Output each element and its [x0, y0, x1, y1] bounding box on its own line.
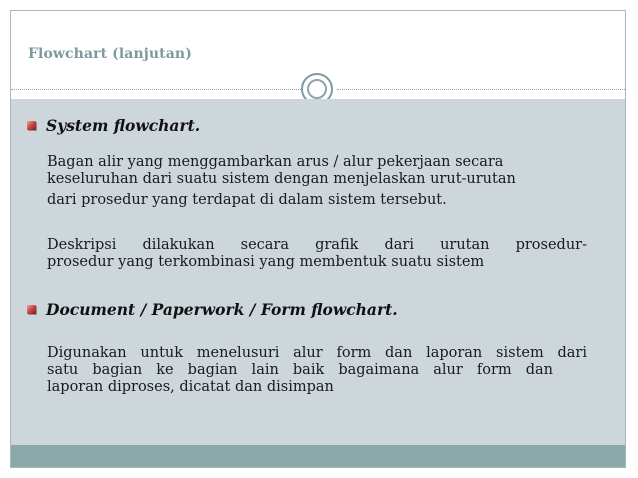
inner-circle	[307, 79, 327, 99]
paragraph-line: Bagan alir yang menggambarkan arus / alur pekerjaan secara	[47, 154, 504, 170]
paragraph-system-flowchart	[47, 154, 587, 209]
divider-line-right	[337, 89, 626, 90]
footer-band	[11, 445, 625, 467]
paragraph-line: Digunakan untuk menelusuri alur form dan laporan sistem dari	[47, 345, 587, 361]
slide-title: Flowchart (lanjutan)	[28, 46, 192, 62]
paragraph-line: satu bagian ke bagian lain baik bagaimana alur form dan	[47, 362, 553, 378]
slide	[10, 10, 626, 468]
divider-line-left	[11, 89, 301, 90]
bullet-label: System flowchart.	[46, 116, 201, 135]
paragraph-line: dari prosedur yang terdapat di dalam sistem tersebut.	[47, 192, 447, 208]
bullet-system-flowchart	[27, 116, 200, 135]
square-bullet-icon	[27, 305, 36, 314]
content-area	[11, 99, 625, 445]
square-bullet-icon	[27, 121, 36, 130]
bullet-label: Document / Paperwork / Form flowchart.	[46, 300, 398, 319]
paragraph-line: keseluruhan dari suatu sistem dengan menjelaskan urut-urutan	[47, 171, 516, 187]
paragraph-line: prosedur yang terkombinasi yang membentuk suatu sistem	[47, 254, 485, 270]
paragraph-line: Deskripsi dilakukan secara grafik dari urutan prosedur-	[47, 237, 587, 253]
paragraph-deskripsi	[47, 237, 587, 271]
bullet-document-flowchart	[27, 300, 398, 319]
paragraph-line: laporan diproses, dicatat dan disimpan	[47, 379, 334, 395]
paragraph-document-flowchart	[47, 345, 587, 396]
